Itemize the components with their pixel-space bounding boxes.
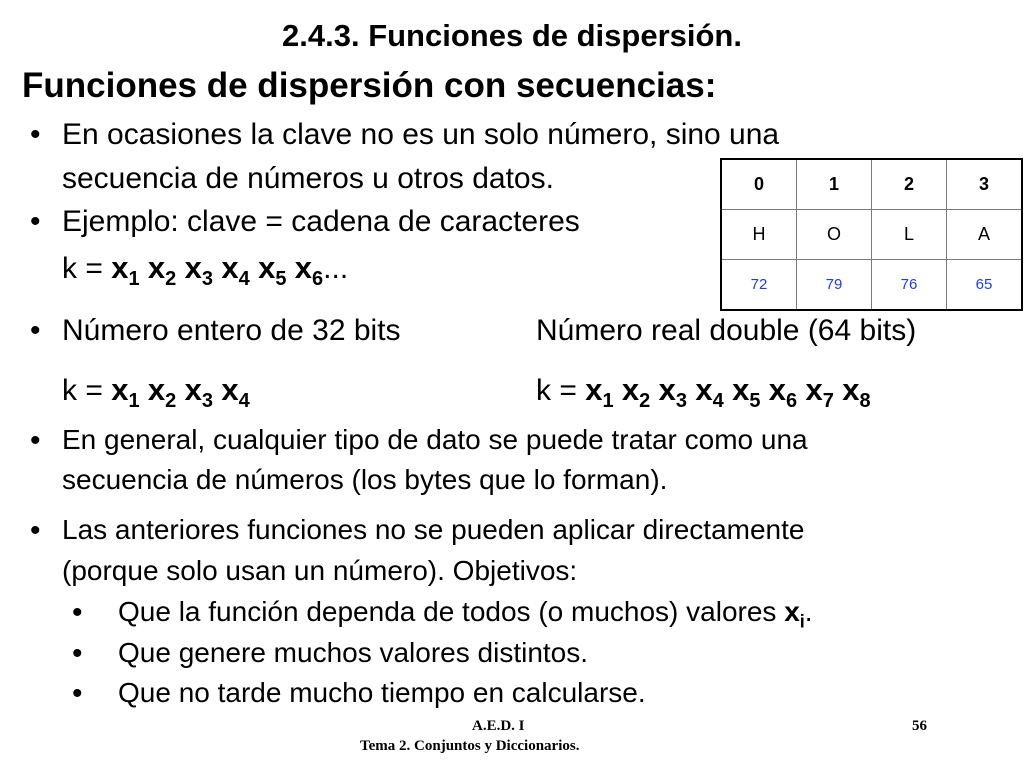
formula-variable: x (184, 372, 202, 407)
formula-subscript: 3 (675, 390, 688, 412)
table-cell: 2 (872, 159, 947, 210)
bullet-4-line-2: secuencia de números (los bytes que lo forman). (62, 464, 668, 495)
table-cell: O (797, 210, 872, 260)
formula-subscript: 5 (275, 268, 287, 290)
sub-bullet-3: Que no tarde mucho tiempo en calcularse. (118, 677, 646, 708)
formula-subscript: 6 (312, 268, 324, 290)
sub-bullet-1-suffix: . (804, 596, 813, 627)
formula-variable: x (768, 372, 787, 407)
bullet-3-line-1: Número entero de 32 bits (62, 314, 401, 347)
formula-subscript: 1 (602, 390, 614, 412)
bullet-2-line-1: Ejemplo: clave = cadena de caracteres (62, 205, 580, 238)
bullet-1-line-1: En ocasiones la clave no es un solo número, sino una (62, 118, 780, 151)
bullet-marker: • (30, 118, 41, 151)
formula-subscript: 4 (712, 390, 724, 412)
table-cell: L (872, 210, 947, 260)
formula-variable: x (147, 250, 166, 285)
table-cell: 0 (721, 159, 797, 210)
formula-ellipsis: ... (323, 252, 349, 285)
table-cell: 79 (797, 260, 872, 311)
table-codes-row (721, 260, 1022, 311)
formula-terms (111, 250, 324, 290)
footer-course: A.E.D. I (472, 718, 525, 734)
formula-variable: x (621, 372, 640, 407)
sub-bullet-1-sub: i (799, 611, 805, 632)
sub-bullet-2: Que genere muchos valores distintos. (118, 637, 589, 668)
formula-variable: x (258, 250, 276, 285)
page-number: 56 (912, 718, 927, 734)
formula-double (536, 372, 871, 412)
bullet-marker: • (30, 424, 41, 457)
formula-subscript: 6 (786, 390, 798, 412)
formula-variable: x (585, 372, 603, 407)
table-cell: A (947, 210, 1023, 260)
formula-subscript: 3 (201, 390, 214, 412)
formula-subscript: 7 (822, 390, 834, 412)
formula-terms (585, 372, 871, 412)
sub-bullet-marker: • (72, 637, 83, 670)
table-cell: H (721, 210, 797, 260)
formula-subscript: 5 (749, 390, 761, 412)
ascii-table (720, 158, 1023, 311)
table-cell: 65 (947, 260, 1023, 311)
section-title: 2.4.3. Funciones de dispersión. (282, 18, 742, 53)
slide-title: Funciones de dispersión con secuencias: (22, 66, 717, 105)
footer-topic: Tema 2. Conjuntos y Diccionarios. (360, 738, 580, 754)
formula-subscript: 3 (201, 268, 214, 290)
table-cell: 1 (797, 159, 872, 210)
formula-variable: x (805, 372, 823, 407)
formula-subscript: 1 (128, 268, 140, 290)
sub-bullet-marker: • (72, 677, 83, 710)
table-letters-row (721, 210, 1022, 260)
formula-variable: x (221, 250, 239, 285)
bullet-1-line-2: secuencia de números u otros datos. (62, 162, 554, 195)
formula-variable: x (111, 250, 129, 285)
formula-subscript: 2 (165, 268, 177, 290)
formula-prefix: k = (62, 252, 112, 285)
bullet-marker: • (30, 514, 41, 547)
formula-variable: x (294, 250, 313, 285)
table-cell: 3 (947, 159, 1023, 210)
formula-variable: x (695, 372, 713, 407)
formula-string (62, 250, 349, 290)
formula-subscript: 2 (639, 390, 651, 412)
formula-variable: x (842, 372, 860, 407)
formula-variable: x (184, 250, 202, 285)
bullet-5-line-1: Las anteriores funciones no se pueden aplicar directamente (62, 514, 805, 545)
table-header-row (721, 159, 1022, 210)
bullet-4-line-1: En general, cualquier tipo de dato se puede tratar como una (62, 424, 808, 455)
double-label: Número real double (64 bits) (536, 314, 917, 347)
formula-int (62, 372, 250, 412)
formula-prefix: k = (536, 374, 586, 407)
formula-variable: x (732, 372, 750, 407)
formula-variable: x (221, 372, 239, 407)
formula-prefix: k = (62, 374, 112, 407)
bullet-5-line-2: (porque solo usan un número). Objetivos: (62, 555, 578, 586)
sub-bullet-marker: • (72, 596, 83, 629)
table-cell: 76 (872, 260, 947, 311)
formula-subscript: 4 (238, 390, 250, 412)
formula-subscript: 2 (165, 390, 177, 412)
formula-subscript: 4 (238, 268, 250, 290)
table-cell: 72 (721, 260, 797, 311)
sub-bullet-1-var: x (784, 596, 800, 627)
bullet-marker: • (30, 205, 41, 238)
formula-variable: x (658, 372, 676, 407)
formula-subscript: 8 (859, 390, 871, 412)
sub-bullet-1 (118, 596, 813, 633)
formula-variable: x (111, 372, 129, 407)
formula-variable: x (147, 372, 166, 407)
formula-subscript: 1 (128, 390, 140, 412)
sub-bullet-1-text: Que la función dependa de todos (o muchos) valores (118, 596, 785, 627)
bullet-marker: • (30, 314, 41, 347)
formula-terms (111, 372, 250, 412)
